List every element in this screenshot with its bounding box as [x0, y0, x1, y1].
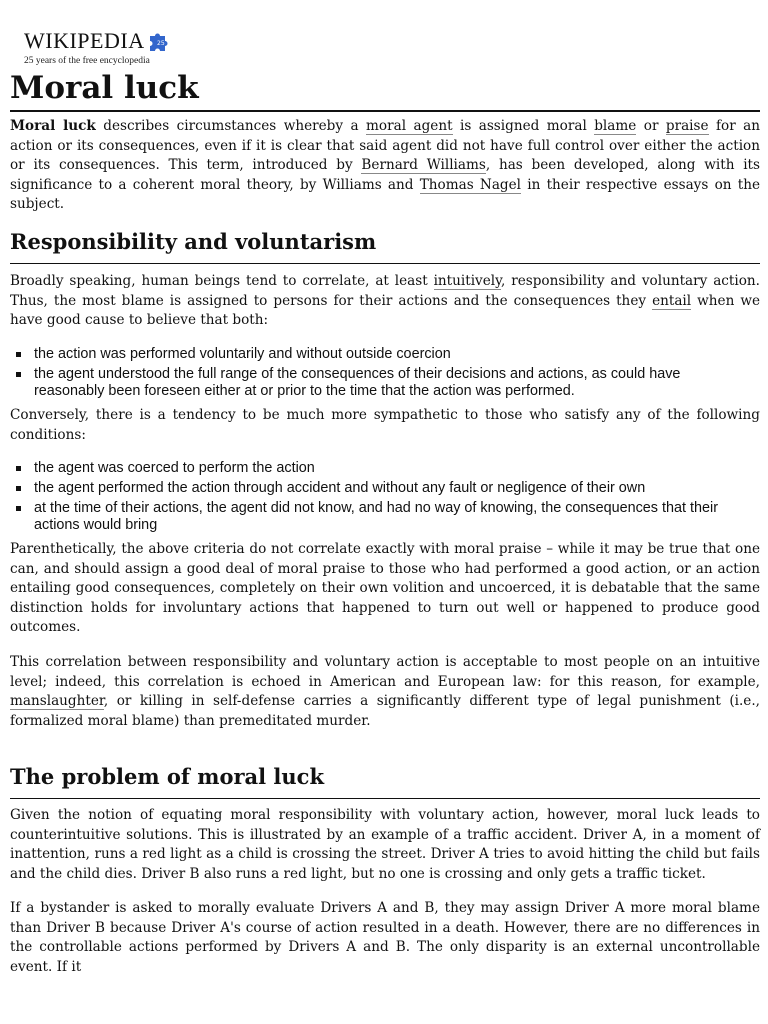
link-manslaughter[interactable]: manslaughter	[10, 693, 104, 709]
link-moral-agent[interactable]: moral agent	[366, 118, 453, 134]
text-run: describes circumstances whereby a	[95, 118, 367, 134]
criteria-list	[10, 346, 750, 403]
section2-paragraph-2: If a bystander is asked to morally evaluate Drivers A and B, they may assign Driver A more moral blame than Driver B because Driver A's course of action resulted in a death. However, there are no differences in the controllable actions performed by Drivers A and B. The only disparity is an external uncontrollable event. If it	[10, 900, 760, 975]
list-item: at the time of their actions, the agent did not know, and had no way of knowing, the consequences that their actions would bring	[10, 500, 750, 534]
text-run: in their respective essays on the subject.	[10, 176, 760, 212]
section-heading-responsibility: Responsibility and voluntarism	[10, 229, 377, 254]
section-heading-problem: The problem of moral luck	[10, 764, 324, 789]
text-run: This correlation between responsibility and voluntary action is acceptable to most people on an intuitive level; indeed, this correlation is echoed in American and European law: for this reason, for example,	[10, 654, 760, 690]
text-run: , or killing in self-defense carries a significantly different type of legal punishment (i.e., formalized moral blame) than premeditated murder.	[10, 693, 760, 729]
link-entail[interactable]: entail	[652, 292, 692, 309]
link-blame[interactable]: blame	[594, 118, 637, 134]
text-run: for an action or its consequences, even if it is clear that said agent did not have full control over either the action or its consequences. This term, introduced by	[10, 118, 760, 173]
title-divider	[10, 110, 760, 112]
text-run: , has been developed, along with its significance to a coherent moral theory, by Williams and	[10, 157, 760, 193]
wikipedia-logo[interactable]	[24, 28, 174, 68]
intro-paragraph	[10, 117, 760, 215]
puzzle-globe-icon	[148, 30, 170, 52]
list-item: the agent understood the full range of the consequences of their decisions and actions, as could have reasonably been foreseen either at or prior to the time that the action was performed.	[10, 366, 750, 400]
conditions-list	[10, 460, 750, 537]
text-run: Broadly speaking, human beings tend to correlate, at least	[10, 273, 434, 289]
section1-paragraph-4	[10, 653, 760, 731]
link-bernard-williams[interactable]: Bernard Williams	[361, 157, 486, 173]
section1-paragraph-2: Conversely, there is a tendency to be much more sympathetic to those who satisfy any of the following conditions:	[10, 407, 760, 443]
text-run: , responsibility and voluntary action. Thus, the most blame is assigned to persons for their actions and the consequences they	[10, 273, 760, 309]
wikipedia-tagline: 25 years of the free encyclopedia	[24, 56, 150, 66]
text-run: is assigned moral	[452, 118, 595, 134]
link-thomas-nagel[interactable]: Thomas Nagel	[419, 176, 522, 193]
section-divider	[10, 263, 760, 264]
link-intuitively[interactable]: intuitively	[433, 273, 501, 289]
text-run: when we have good cause to believe that both:	[10, 292, 761, 328]
page-title: Moral luck	[10, 70, 199, 106]
list-item: the agent was coerced to perform the action	[10, 460, 750, 477]
section2-paragraph-1: Given the notion of equating moral responsibility with voluntary action, however, moral luck leads to counterintuitive solutions. This is illustrated by an example of a traffic accident. Driver A, in a moment of inattention, runs a red light as a child is crossing the street. Driver A tries to avoid hitting the child but fails and the child dies. Driver B also runs a red light, but no one is crossing and only gets a traffic ticket.	[10, 807, 760, 882]
wikipedia-wordmark: WIKIPEDIA	[24, 28, 145, 53]
intro-bold-term: Moral luck	[10, 118, 96, 134]
list-item: the agent performed the action through accident and without any fault or negligence of their own	[10, 480, 750, 497]
link-praise[interactable]: praise	[665, 118, 709, 134]
section-divider	[10, 798, 760, 799]
svg-text:25: 25	[157, 40, 165, 47]
text-run: or	[636, 118, 666, 134]
list-item: the action was performed voluntarily and without outside coercion	[10, 346, 750, 363]
section1-paragraph-3: Parenthetically, the above criteria do not correlate exactly with moral praise – while it may be true that one can, and should assign a good deal of moral praise to those who had performed a good action, or an action entailing good consequences, completely on their own volition and uncoerced, it is debatable that the same distinction holds for involuntary actions that happened to turn out well or happened to produce good outcomes.	[10, 541, 760, 635]
section1-paragraph-1	[10, 272, 760, 331]
